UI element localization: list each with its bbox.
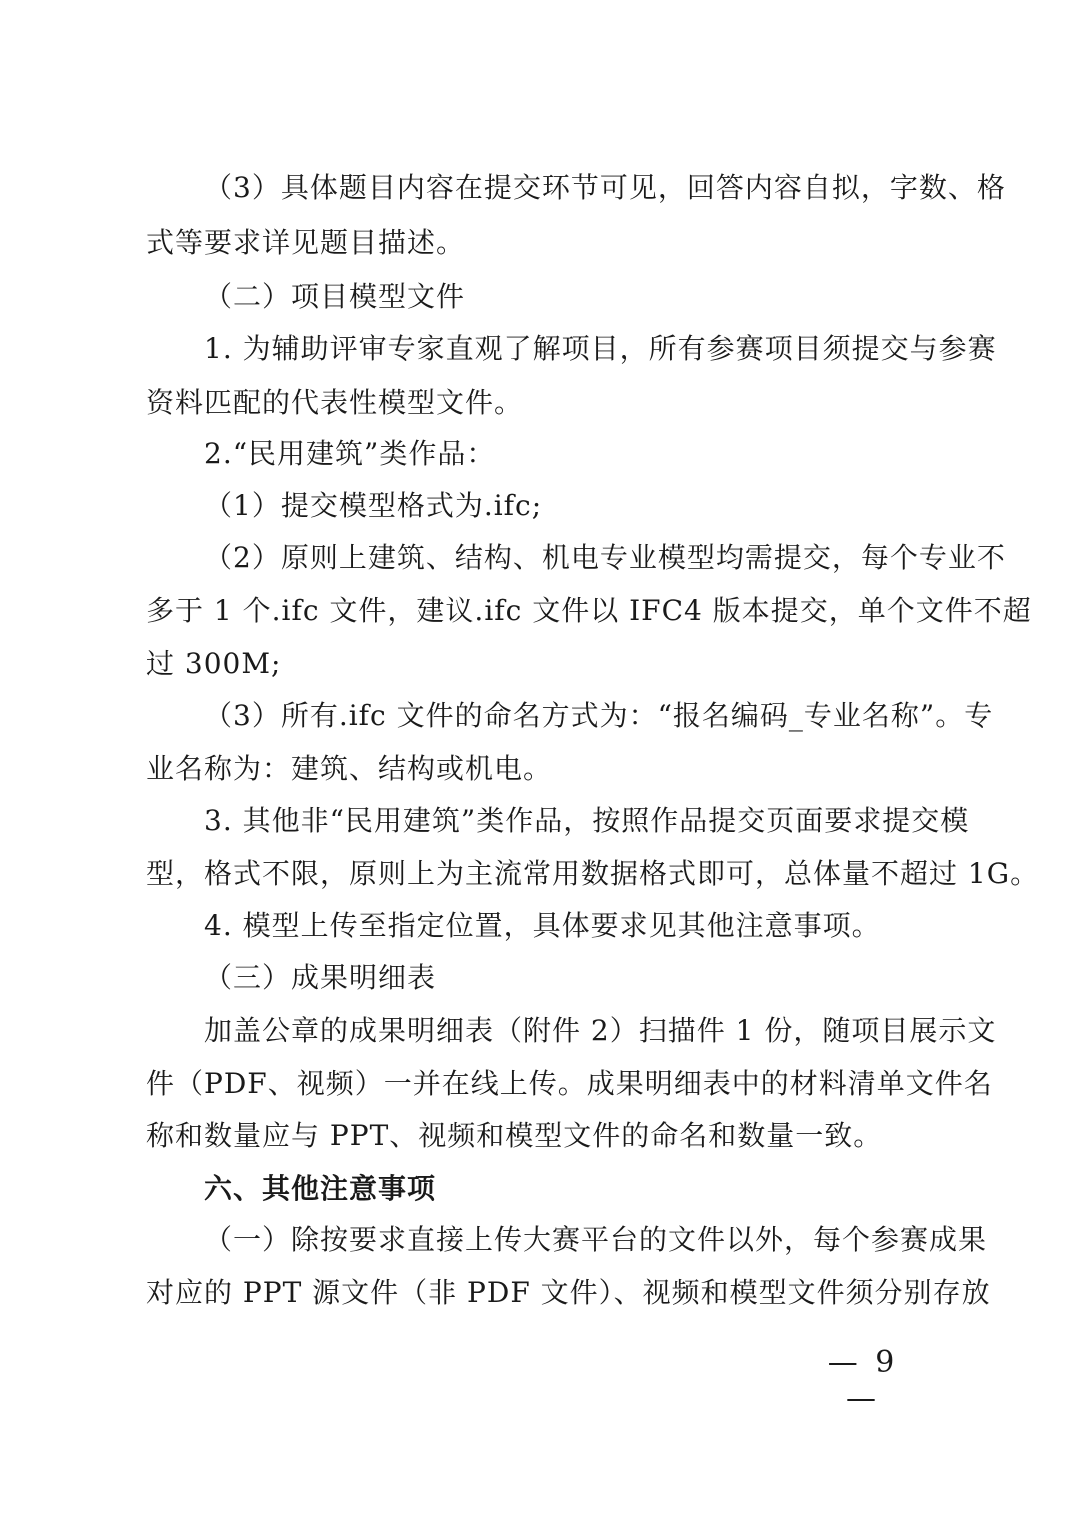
paragraph-line: 称和数量应与 PPT、视频和模型文件的命名和数量一致。 [146,1119,883,1152]
page-number: — 9 — [827,1345,899,1416]
paragraph-line: 资料匹配的代表性模型文件。 [146,386,524,419]
paragraph-line: 多于 1 个.ifc 文件，建议.ifc 文件以 IFC4 版本提交，单个文件不超 [146,594,1032,627]
paragraph-line: 式等要求详见题目描述。 [146,226,466,259]
paragraph-line: 过 300M; [146,647,282,680]
paragraph-line: 1. 为辅助评审专家直观了解项目，所有参赛项目须提交与参赛 [204,332,997,365]
paragraph-line: 加盖公章的成果明细表（附件 2）扫描件 1 份，随项目展示文 [204,1014,997,1047]
paragraph-line: （1）提交模型格式为.ifc; [204,489,543,522]
paragraph-line: 业名称为：建筑、结构或机电。 [146,752,553,785]
paragraph-line: 件（PDF、视频）一并在线上传。成果明细表中的材料清单文件名 [146,1067,993,1100]
paragraph-line: 4. 模型上传至指定位置，具体要求见其他注意事项。 [204,909,881,942]
paragraph-line: （一）除按要求直接上传大赛平台的文件以外，每个参赛成果 [204,1223,988,1256]
paragraph-line: 型，格式不限，原则上为主流常用数据格式即可，总体量不超过 1G。 [146,857,1040,890]
paragraph-line: （3）具体题目内容在提交环节可见，回答内容自拟，字数、格 [204,171,1006,204]
section-heading: （二）项目模型文件 [204,280,466,313]
paragraph-line: 对应的 PPT 源文件（非 PDF 文件）、视频和模型文件须分别存放 [146,1276,991,1309]
paragraph-line: （2）原则上建筑、结构、机电专业模型均需提交，每个专业不 [204,541,1006,574]
paragraph-line: （3）所有.ifc 文件的命名方式为：“报名编码_专业名称”。专 [204,699,994,732]
section-heading: （三）成果明细表 [204,961,437,994]
paragraph-line: 3. 其他非“民用建筑”类作品，按照作品提交页面要求提交模 [204,804,970,837]
paragraph-line: 2.“民用建筑”类作品： [204,437,496,470]
chapter-heading: 六、其他注意事项 [204,1172,437,1205]
